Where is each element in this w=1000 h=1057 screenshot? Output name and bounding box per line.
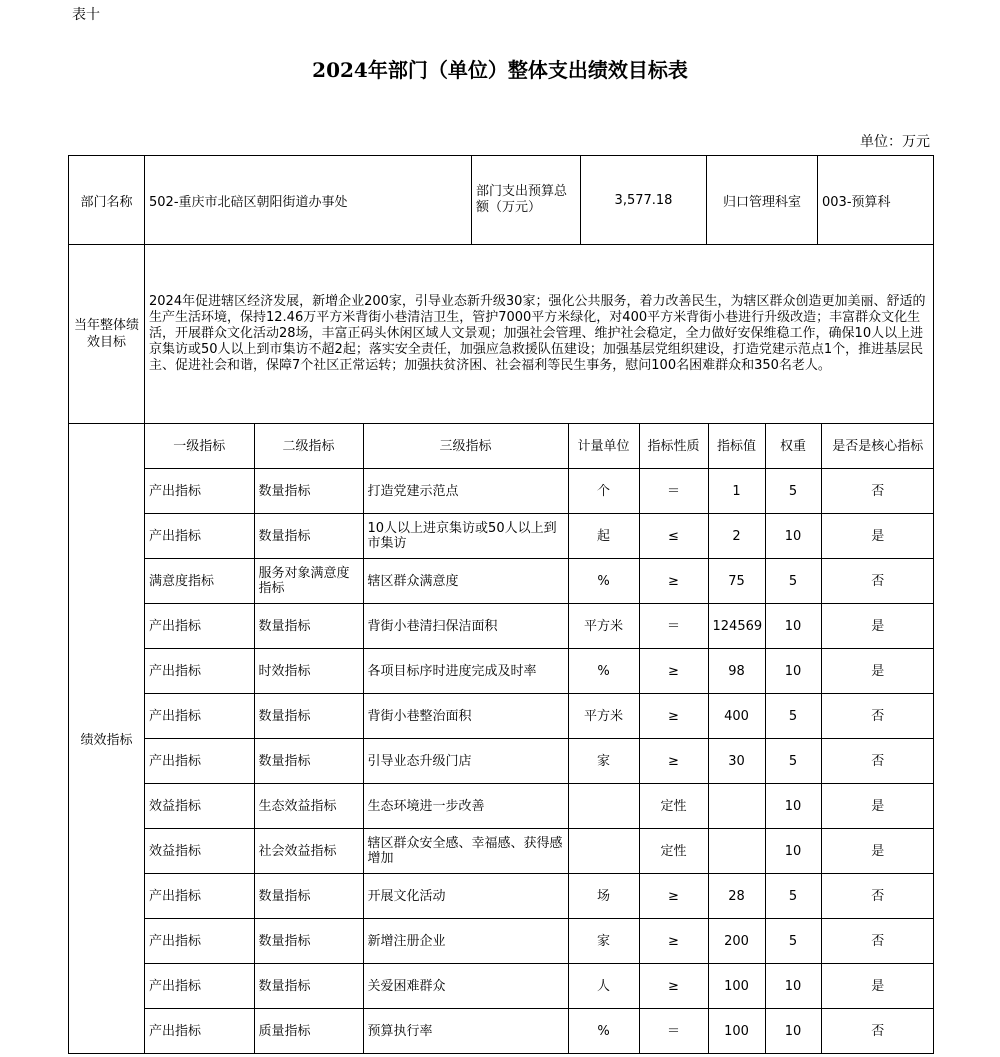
cell-level2: 生态效益指标: [254, 784, 363, 829]
cell-unit: 场: [568, 874, 639, 919]
cell-value: 200: [708, 919, 765, 964]
header-value: 指标值: [708, 424, 765, 469]
cell-core: 否: [821, 739, 934, 784]
cell-nature: ≥: [639, 559, 708, 604]
cell-core: 否: [821, 559, 934, 604]
cell-weight: 5: [765, 919, 821, 964]
cell-level3: 辖区群众满意度: [363, 559, 568, 604]
header-level3: 三级指标: [363, 424, 568, 469]
cell-level2: 数量指标: [254, 694, 363, 739]
header-weight: 权重: [765, 424, 821, 469]
header-level1: 一级指标: [145, 424, 254, 469]
cell-value: 100: [708, 964, 765, 1009]
cell-weight: 5: [765, 469, 821, 514]
cell-nature: 定性: [639, 784, 708, 829]
cell-value: 30: [708, 739, 765, 784]
cell-level2: 数量指标: [254, 874, 363, 919]
dept-info-row: [69, 156, 934, 245]
cell-value: 400: [708, 694, 765, 739]
cell-level1: 效益指标: [145, 784, 254, 829]
cell-nature: ＝: [639, 604, 708, 649]
cell-level1: 满意度指标: [145, 559, 254, 604]
cell-nature: ≥: [639, 919, 708, 964]
cell-level3: 背街小巷清扫保洁面积: [363, 604, 568, 649]
header-unit: 计量单位: [568, 424, 639, 469]
cell-level1: 产出指标: [145, 919, 254, 964]
cell-unit: 人: [568, 964, 639, 1009]
cell-unit: 起: [568, 514, 639, 559]
dept-name-value: 502-重庆市北碚区朝阳街道办事处: [145, 156, 472, 245]
table-row: [145, 514, 934, 559]
cell-weight: 10: [765, 1009, 821, 1054]
cell-level2: 质量指标: [254, 1009, 363, 1054]
table-row: [145, 1009, 934, 1054]
table-row: [145, 874, 934, 919]
mgmt-label: 归口管理科室: [707, 156, 818, 245]
cell-unit: 平方米: [568, 604, 639, 649]
cell-level2: 数量指标: [254, 919, 363, 964]
cell-level2: 时效指标: [254, 649, 363, 694]
cell-nature: ≥: [639, 964, 708, 1009]
table-row: [145, 649, 934, 694]
cell-nature: ≥: [639, 739, 708, 784]
cell-level3: 预算执行率: [363, 1009, 568, 1054]
cell-nature: ＝: [639, 1009, 708, 1054]
cell-level2: 数量指标: [254, 739, 363, 784]
table-row: [145, 469, 934, 514]
cell-level1: 产出指标: [145, 739, 254, 784]
cell-level3: 生态环境进一步改善: [363, 784, 568, 829]
cell-core: 是: [821, 829, 934, 874]
cell-level2: 数量指标: [254, 469, 363, 514]
cell-level2: 数量指标: [254, 514, 363, 559]
table-row: [145, 694, 934, 739]
cell-value: 75: [708, 559, 765, 604]
cell-unit: 家: [568, 739, 639, 784]
cell-weight: 10: [765, 829, 821, 874]
cell-unit: 平方米: [568, 694, 639, 739]
goal-row: [69, 245, 934, 424]
cell-level3: 背街小巷整治面积: [363, 694, 568, 739]
cell-level2: 数量指标: [254, 604, 363, 649]
cell-value: 2: [708, 514, 765, 559]
cell-weight: 5: [765, 559, 821, 604]
cell-core: 否: [821, 919, 934, 964]
cell-weight: 10: [765, 604, 821, 649]
performance-table: [68, 155, 934, 1054]
cell-core: 是: [821, 784, 934, 829]
cell-level3: 关爱困难群众: [363, 964, 568, 1009]
cell-nature: ≥: [639, 649, 708, 694]
cell-core: 是: [821, 604, 934, 649]
cell-nature: ≤: [639, 514, 708, 559]
mgmt-value: 003-预算科: [818, 156, 934, 245]
cell-level1: 产出指标: [145, 694, 254, 739]
cell-level3: 10人以上进京集访或50人以上到市集访: [363, 514, 568, 559]
cell-level2: 服务对象满意度指标: [254, 559, 363, 604]
budget-value: 3,577.18: [581, 156, 707, 245]
cell-level2: 社会效益指标: [254, 829, 363, 874]
header-level2: 二级指标: [254, 424, 363, 469]
indicator-label: 绩效指标: [69, 424, 145, 1054]
table-row: [145, 604, 934, 649]
table-row: [145, 919, 934, 964]
cell-value: 1: [708, 469, 765, 514]
dept-name-label: 部门名称: [69, 156, 145, 245]
cell-value: 28: [708, 874, 765, 919]
indicator-table: [145, 424, 934, 1053]
table-row: [145, 784, 934, 829]
cell-level1: 产出指标: [145, 469, 254, 514]
table-row: [145, 964, 934, 1009]
sheet-label: 表十: [72, 7, 100, 23]
cell-core: 是: [821, 649, 934, 694]
header-nature: 指标性质: [639, 424, 708, 469]
cell-weight: 10: [765, 514, 821, 559]
cell-nature: 定性: [639, 829, 708, 874]
cell-level1: 产出指标: [145, 1009, 254, 1054]
cell-level3: 打造党建示范点: [363, 469, 568, 514]
cell-level1: 产出指标: [145, 964, 254, 1009]
cell-core: 否: [821, 874, 934, 919]
cell-value: 124569: [708, 604, 765, 649]
cell-level1: 产出指标: [145, 604, 254, 649]
cell-unit: %: [568, 1009, 639, 1054]
cell-level3: 开展文化活动: [363, 874, 568, 919]
table-row: [145, 829, 934, 874]
cell-level1: 效益指标: [145, 829, 254, 874]
indicator-section: [69, 424, 934, 1054]
cell-unit: [568, 784, 639, 829]
cell-core: 否: [821, 1009, 934, 1054]
cell-weight: 5: [765, 739, 821, 784]
table-row: [145, 559, 934, 604]
cell-unit: [568, 829, 639, 874]
cell-value: [708, 784, 765, 829]
cell-weight: 5: [765, 874, 821, 919]
cell-level1: 产出指标: [145, 514, 254, 559]
cell-core: 是: [821, 964, 934, 1009]
table-row: [145, 739, 934, 784]
cell-nature: ≥: [639, 874, 708, 919]
unit-label: 单位：万元: [860, 134, 930, 150]
goal-label: 当年整体绩效目标: [69, 245, 145, 424]
cell-level3: 各项目标序时进度完成及时率: [363, 649, 568, 694]
cell-unit: 个: [568, 469, 639, 514]
cell-weight: 10: [765, 649, 821, 694]
cell-level3: 引导业态升级门店: [363, 739, 568, 784]
cell-core: 否: [821, 694, 934, 739]
cell-core: 是: [821, 514, 934, 559]
cell-value: 98: [708, 649, 765, 694]
cell-core: 否: [821, 469, 934, 514]
budget-label: 部门支出预算总额（万元）: [472, 156, 581, 245]
cell-weight: 10: [765, 784, 821, 829]
cell-nature: ＝: [639, 469, 708, 514]
cell-unit: 家: [568, 919, 639, 964]
cell-nature: ≥: [639, 694, 708, 739]
header-core: 是否是核心指标: [821, 424, 934, 469]
cell-weight: 10: [765, 964, 821, 1009]
cell-level3: 新增注册企业: [363, 919, 568, 964]
cell-weight: 5: [765, 694, 821, 739]
indicator-header-row: [145, 424, 934, 469]
cell-level1: 产出指标: [145, 874, 254, 919]
page-title: 2024年部门（单位）整体支出绩效目标表: [312, 58, 688, 82]
cell-unit: %: [568, 649, 639, 694]
cell-value: [708, 829, 765, 874]
cell-unit: %: [568, 559, 639, 604]
goal-text: 2024年促进辖区经济发展，新增企业200家，引导业态新升级30家；强化公共服务，着力改善民生，为辖区群众创造更加美丽、舒适的生产生活环境，保持12.46万平方米背街小巷清洁卫生，管护7000平方米绿化，对400平方米背街小巷进行升级改造；丰富群众文化生活，开展群众文化活动28场，丰富正码头休闲区域人文景观；加强社会管理、维护社会稳定，全力做好安保维稳工作，确保10人以上进京集访或50人以上到市集访不超2起；落实安全责任，加强应急救援队伍建设；加强基层党组织建设，打造党建示范点1个，推进基层民主、促进社会和谐，保障7个社区正常运转；加强扶贫济困、社会福利等民生事务，慰问100名困难群众和350名老人。: [145, 245, 934, 424]
cell-value: 100: [708, 1009, 765, 1054]
cell-level3: 辖区群众安全感、幸福感、获得感增加: [363, 829, 568, 874]
cell-level2: 数量指标: [254, 964, 363, 1009]
cell-level1: 产出指标: [145, 649, 254, 694]
